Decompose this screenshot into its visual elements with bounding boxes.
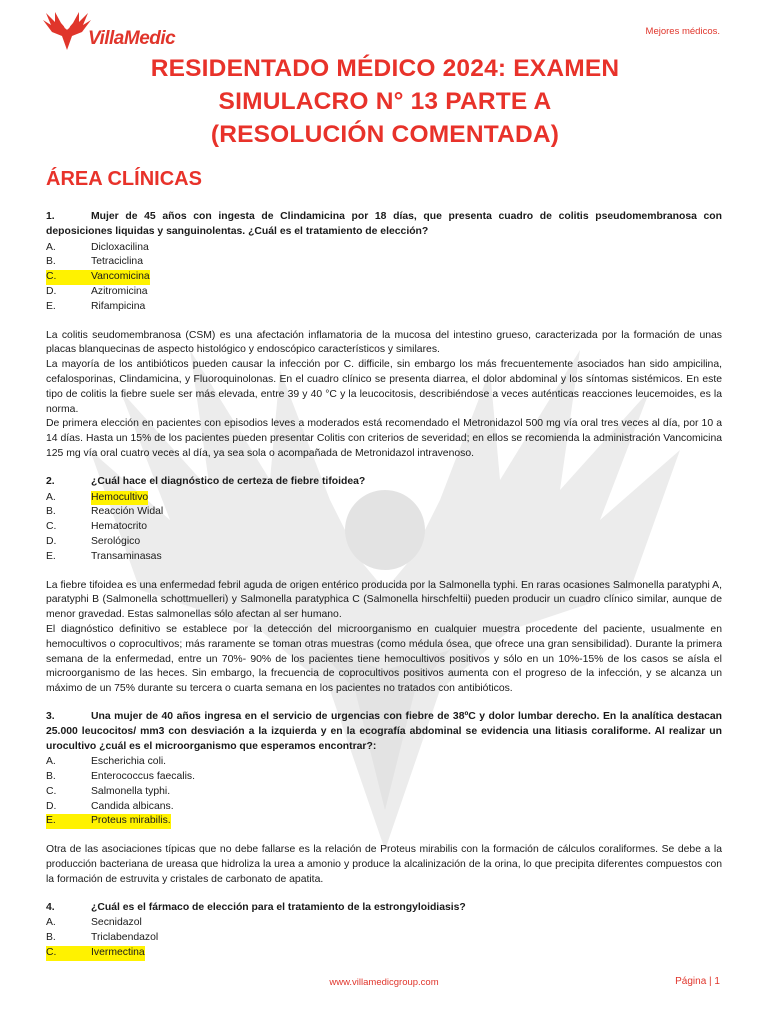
page-header bbox=[40, 10, 730, 52]
option-c-correct: C. Ivermectina bbox=[46, 946, 722, 961]
question-number: 1. bbox=[46, 211, 55, 222]
option-c: C. Salmonella typhi. bbox=[46, 785, 171, 797]
option-c: C. Hematocrito bbox=[46, 521, 148, 533]
question-number: 3. bbox=[46, 710, 55, 722]
option-b: B. Triclabendazol bbox=[46, 932, 159, 944]
villamedic-logo bbox=[40, 10, 175, 52]
option-e-correct: E. Proteus mirabilis. bbox=[46, 814, 722, 829]
option-e: E. Rifampicina bbox=[46, 300, 146, 312]
question-stem bbox=[46, 901, 722, 916]
question-text: Una mujer de 40 años ingresa en el servicio de urgencias con fiebre de 38ºC y dolor lumbar derecho. En la analítica destacan 25.000 leucocitos/ mm3 con desviación a la izquierda y en la ecografía abdominal se evidencia una litiasis coraliforme. Al realizar un urocultivo ¿cuál es el microorganismo que esperamos encontrar?: bbox=[46, 710, 722, 752]
option-c-correct: C. Vancomicina bbox=[46, 270, 722, 285]
option-a-correct: A. Hemocultivo bbox=[46, 491, 722, 506]
question-stem bbox=[46, 210, 722, 240]
option-b: B. Reacción Widal bbox=[46, 506, 164, 518]
question-text: Mujer de 45 años con ingesta de Clindamicina por 18 días, que presenta cuadro de colitis pseudomembranosa con deposiciones liquidas y sanguinolentas. ¿Cuál es el tratamiento de elección? bbox=[46, 211, 722, 237]
explanation-paragraph: La mayoría de los antibióticos pueden causar la infección por C. difficile, sin embargo los más frecuentemente asociados han sido ampicilina, cefalosporinas, Clindamicina, y Fluoroquinolonas. En el cuadro clínico se presenta diarrea, el dolor abdominal y los síntomas sistémicos. En este tipo de colitis la fiebre suele ser más elevada, entre 39 y 40 °C y la leucocitosis, describiéndose a veces auténticas reacciones leucemoides, es la norma. bbox=[46, 359, 722, 415]
document-title bbox=[60, 52, 710, 151]
option-d: D. Serológico bbox=[46, 535, 141, 547]
option-e: E. Transaminasas bbox=[46, 550, 162, 562]
explanation-paragraph: La fiebre tifoidea es una enfermedad febril aguda de origen entérico producida por la Salmonella typhi. En raras ocasiones Salmonella paratyphi A, paratyphi B (Salmonella schottmuelleri) y Salmonella paratyphica C (Salmonella hirschfeltii) pueden producir un cuadro clínico similar, aunque de menor gravedad. Estas salmonellas sólo afectan al ser humano. bbox=[46, 579, 722, 621]
tagline: Mejores médicos. bbox=[645, 26, 720, 37]
section-title: ÁREA CLÍNICAS bbox=[46, 168, 202, 190]
question-stem bbox=[46, 475, 722, 490]
title-line: (RESOLUCIÓN COMENTADA) bbox=[210, 121, 560, 148]
logo-text: VillaMedic bbox=[88, 28, 176, 49]
question-text: ¿Cuál hace el diagnóstico de certeza de fiebre tifoidea? bbox=[91, 475, 366, 487]
option-b: B. Enterococcus faecalis. bbox=[46, 771, 195, 783]
explanation-paragraph: El diagnóstico definitivo se establece por la detección del microorganismo en cualquier muestra procedente del paciente, usualmente en hemocultivos o coprocultivos; más raramente se toman otras muestras (como médula ósea, que ofrece una gran sensibilidad). Durante la primera semana de la enfermedad, entre un 70%- 90% de los pacientes tiene hemocultivos positivos y sólo en un 10%-15% de los casos se aísla el microorganismo de las heces. Sin embargo, la frecuencia de coprocultivos positivos aumenta con el progreso de la infección, y se alcanza un máximo de un 75% durante su tercera o cuarta semana en los pacientes no tratados con antibióticos. bbox=[46, 623, 722, 695]
question-4 bbox=[46, 901, 722, 961]
question-3 bbox=[46, 710, 722, 888]
page-number: Página | 1 bbox=[675, 976, 720, 987]
option-a: A. Escherichia coli. bbox=[46, 756, 167, 768]
title-line: RESIDENTADO MÉDICO 2024: EXAMEN bbox=[150, 55, 620, 82]
explanation-paragraph: Otra de las asociaciones típicas que no debe fallarse es la relación de Proteus mirabilis con la formación de cálculos coraliformes. Se debe a la producción bacteriana de ureasa que hidroliza la urea a amonio y produce la alcalinización de la orina, lo que precipita diferentes compuestos con la formación de estruvita y cristales de carbonato de apatita. bbox=[46, 844, 722, 885]
option-a: A. Dicloxacilina bbox=[46, 241, 149, 253]
question-2 bbox=[46, 475, 722, 697]
option-a: A. Secnidazol bbox=[46, 917, 142, 929]
question-text: ¿Cuál es el fármaco de elección para el tratamiento de la estrongyloidiasis? bbox=[91, 901, 466, 913]
eagle-logo-icon bbox=[40, 10, 94, 52]
question-stem bbox=[46, 710, 722, 754]
footer-website-link[interactable]: www.villamedicgroup.com bbox=[329, 977, 439, 988]
option-d: D. Candida albicans. bbox=[46, 800, 174, 812]
question-number: 2. bbox=[46, 475, 55, 487]
question-1 bbox=[46, 210, 722, 462]
option-b: B. Tetraciclina bbox=[46, 256, 143, 268]
title-line: SIMULACRO N° 13 PARTE A bbox=[218, 88, 552, 115]
explanation-paragraph: La colitis seudomembranosa (CSM) es una afectación inflamatoria de la mucosa del intestino grueso, caracterizada por la formación de unas placas blanquecinas de aspecto histológico y endoscópico característicos y similares. bbox=[46, 329, 722, 356]
questions-content bbox=[46, 210, 722, 961]
option-d: D. Azitromicina bbox=[46, 285, 148, 297]
explanation-paragraph: De primera elección en pacientes con episodios leves a moderados está recomendado el Metronidazol 500 mg vía oral tres veces al día, por 10 a 14 días. Hasta un 15% de los pacientes pueden presentar Colitis con criterios de severidad; en ellos se recomienda la administración Vancomicina 125 mg vía oral cuatro veces al día, ya sea sola o acompañada de Metronidazol intravenoso. bbox=[46, 418, 722, 459]
question-number: 4. bbox=[46, 901, 55, 913]
